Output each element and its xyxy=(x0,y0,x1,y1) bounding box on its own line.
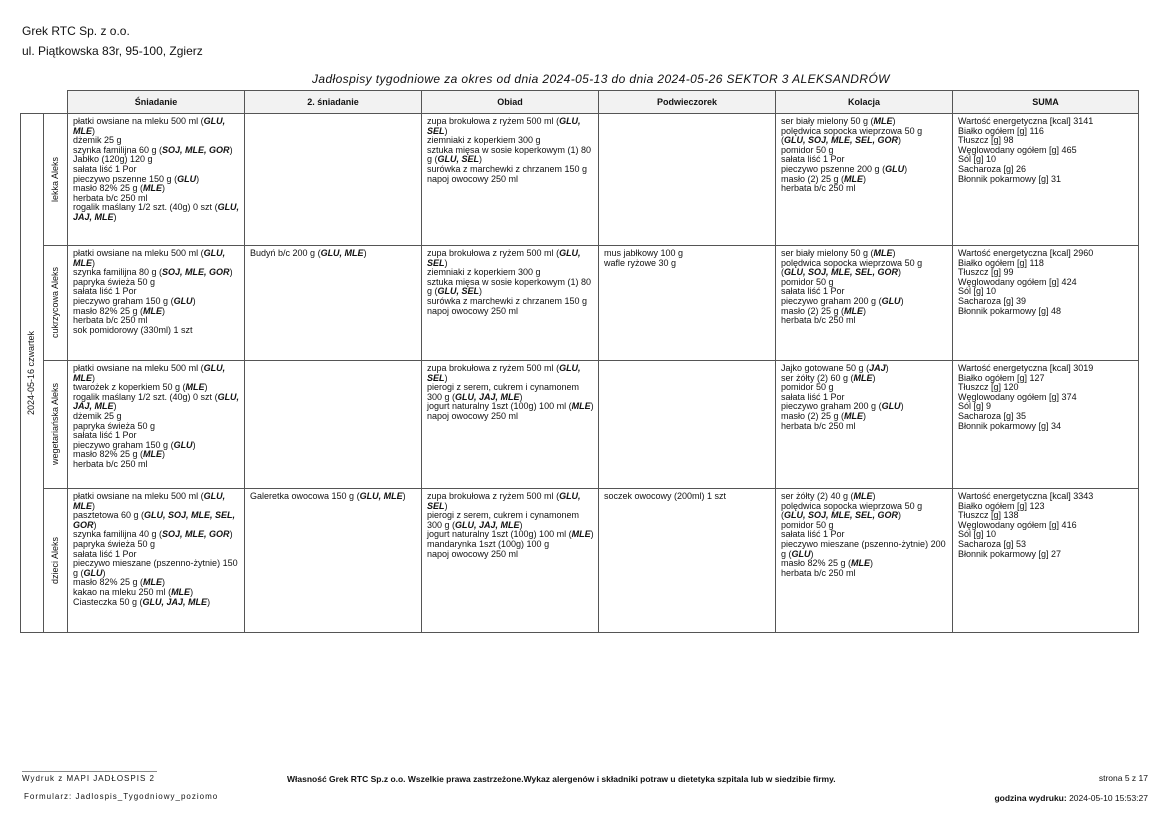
menu-item: pomidor 50 g xyxy=(781,144,834,155)
menu-item: soczek owocowy (200ml) 1 szt xyxy=(604,491,727,501)
menu-item: Jabłko (120g) 120 g xyxy=(73,154,153,165)
nutrition-value: Białko ogółem [g] 123 xyxy=(958,500,1045,511)
menu-item: pieczywo pszenne 150 g (GLU) xyxy=(73,173,200,184)
lunch-cell xyxy=(422,114,599,246)
menu-item: herbata b/c 250 ml xyxy=(781,567,856,578)
menu-item: sałata liść 1 Por xyxy=(781,154,845,165)
menu-item: Ciasteczka 50 g (GLU, JAJ, MLE) xyxy=(73,596,211,607)
menu-item: Jajko gotowane 50 g (JAJ) xyxy=(781,363,889,373)
nutrition-value: Tłuszcz [g] 98 xyxy=(958,135,1014,146)
dinner-cell xyxy=(776,489,953,633)
snack-cell xyxy=(599,361,776,489)
summary-cell xyxy=(953,246,1139,361)
nutrition-value: Wartość energetyczna [kcal] 3019 xyxy=(958,363,1094,373)
menu-item: pieczywo mieszane (pszenno-żytnie) 200 g (GLU) xyxy=(781,538,946,559)
menu-item: pieczywo mieszane (pszenno-żytnie) 150 g (GLU) xyxy=(73,558,238,578)
dinner-cell xyxy=(776,246,953,361)
footer-copyright: Własność Grek RTC Sp.z o.o. Wszelkie prawa zastrzeżone.Wykaz alergenów i składniki potraw u dietetyka szpitala lub w siedzibie firmy. xyxy=(287,774,836,784)
menu-item: pomidor 50 g xyxy=(781,276,834,287)
menu-item: jogurt naturalny 1szt (100g) 100 ml (MLE) xyxy=(427,529,594,540)
menu-item: papryka świeża 50 g xyxy=(73,420,156,431)
menu-item: zupa brokułowa z ryżem 500 ml (GLU, SEL) xyxy=(427,363,581,383)
menu-item: Galeretka owocowa 150 g (GLU, MLE) xyxy=(250,491,406,501)
company-name: Grek RTC Sp. z o.o. xyxy=(22,24,130,38)
menu-item: masło 82% 25 g (MLE) xyxy=(73,577,166,588)
nutrition-value: Błonnik pokarmowy [g] 31 xyxy=(958,173,1062,184)
nutrition-value: Sacharoza [g] 35 xyxy=(958,410,1027,421)
menu-item: mandarynka 1szt (100g) 100 g xyxy=(427,538,550,549)
nutrition-value: Sól [g] 10 xyxy=(958,529,997,540)
column-header: Kolacja xyxy=(776,91,953,114)
menu-item: sałata liść 1 Por xyxy=(781,529,845,540)
menu-item: sałata liść 1 Por xyxy=(73,430,137,441)
menu-item: herbata b/c 250 ml xyxy=(73,192,148,203)
menu-item: pomidor 50 g xyxy=(781,382,834,393)
nutrition-value: Węglowodany ogółem [g] 416 xyxy=(958,519,1077,530)
menu-item: pieczywo pszenne 200 g (GLU) xyxy=(781,163,908,174)
footer-printout: Wydruk z MAPI JADŁOSPIS 2 xyxy=(22,774,155,783)
lunch-cell xyxy=(422,489,599,633)
menu-item: pomidor 50 g xyxy=(781,519,834,530)
diet-name-cell xyxy=(44,246,68,361)
menu-item: szynka familijna 80 g (SOJ, MLE, GOR) xyxy=(73,267,233,278)
date-cell xyxy=(21,114,44,633)
menu-item: polędwica sopocka wieprzowa 50 g (GLU, SOJ, MLE, SEL, GOR) xyxy=(781,125,923,146)
diet-name: cukrzycowa Aleks xyxy=(49,267,60,339)
menu-item: pieczywo graham 150 g (GLU) xyxy=(73,295,196,306)
second-breakfast-cell xyxy=(245,246,422,361)
nutrition-value: Sól [g] 10 xyxy=(958,154,997,165)
menu-item: masło 82% 25 g (MLE) xyxy=(73,449,166,460)
print-time xyxy=(994,793,1148,803)
menu-item: mus jabłkowy 100 g xyxy=(604,248,684,258)
menu-item: pieczywo graham 200 g (GLU) xyxy=(781,295,904,306)
menu-item: płatki owsiane na mleku 500 ml (GLU, MLE) xyxy=(73,363,226,383)
nutrition-value: Białko ogółem [g] 118 xyxy=(958,257,1044,268)
menu-item: pieczywo graham 200 g (GLU) xyxy=(781,401,904,412)
menu-item: pierogi z serem, cukrem i cynamonem 300 g (GLU, JAJ, MLE) xyxy=(427,382,580,402)
nutrition-value: Tłuszcz [g] 120 xyxy=(958,382,1019,393)
menu-item: herbata b/c 250 ml xyxy=(781,315,856,326)
breakfast-cell xyxy=(68,361,245,489)
menu-item: twarożek z koperkiem 50 g (MLE) xyxy=(73,382,208,393)
summary-cell xyxy=(953,114,1139,246)
menu-item: ziemniaki z koperkiem 300 g xyxy=(427,267,541,278)
nutrition-value: Sacharoza [g] 26 xyxy=(958,163,1027,174)
column-header: 2. śniadanie xyxy=(245,91,422,114)
nutrition-value: Sól [g] 9 xyxy=(958,401,992,412)
dinner-cell xyxy=(776,114,953,246)
menu-item: polędwica sopocka wieprzowa 50 g (GLU, SOJ, MLE, SEL, GOR) xyxy=(781,500,923,521)
menu-item: kakao na mleku 250 ml (MLE) xyxy=(73,586,194,597)
diet-row xyxy=(21,489,1139,633)
diet-name: wegetariańska Aleks xyxy=(49,383,60,466)
menu-item: papryka świeża 50 g xyxy=(73,538,156,549)
menu-item: sztuka mięsa w sosie koperkowym (1) 80 g (GLU, SEL) xyxy=(427,144,592,165)
menu-item: sałata liść 1 Por xyxy=(781,286,845,297)
menu-item: masło (2) 25 g (MLE) xyxy=(781,173,867,184)
menu-item: napoj owocowy 250 ml xyxy=(427,548,519,559)
menu-item: masło 82% 25 g (MLE) xyxy=(73,305,166,316)
menu-item: polędwica sopocka wieprzowa 50 g (GLU, SOJ, MLE, SEL, GOR) xyxy=(781,257,923,278)
breakfast-cell xyxy=(68,489,245,633)
menu-item: sałata liść 1 Por xyxy=(73,548,137,559)
menu-item: sok pomidorowy (330ml) 1 szt xyxy=(73,324,193,335)
diet-name: dzieci Aleks xyxy=(49,536,60,585)
column-header: Obiad xyxy=(422,91,599,114)
menu-item: napoj owocowy 250 ml xyxy=(427,410,519,421)
menu-item: pierogi z serem, cukrem i cynamonem 300 g (GLU, JAJ, MLE) xyxy=(427,510,580,530)
menu-item: płatki owsiane na mleku 500 ml (GLU, MLE) xyxy=(73,248,226,268)
menu-item: sałata liść 1 Por xyxy=(781,391,845,402)
lunch-cell xyxy=(422,246,599,361)
footer-form: Formularz: Jadlospis_Tygodniowy_poziomo xyxy=(24,792,219,801)
diet-row xyxy=(21,361,1139,489)
nutrition-value: Wartość energetyczna [kcal] 3141 xyxy=(958,116,1094,126)
menu-item: ser żółty (2) 60 g (MLE) xyxy=(781,372,876,383)
second-breakfast-cell xyxy=(245,361,422,489)
menu-item: wafle ryżowe 30 g xyxy=(604,257,677,268)
page-number: strona 5 z 17 xyxy=(1098,773,1148,783)
menu-item: papryka świeża 50 g xyxy=(73,276,156,287)
nutrition-value: Wartość energetyczna [kcal] 2960 xyxy=(958,248,1094,258)
nutrition-value: Wartość energetyczna [kcal] 3343 xyxy=(958,491,1094,501)
column-header: Śniadanie xyxy=(68,91,245,114)
menu-table xyxy=(20,90,1139,633)
menu-item: masło (2) 25 g (MLE) xyxy=(781,305,867,316)
menu-item: zupa brokułowa z ryżem 500 ml (GLU, SEL) xyxy=(427,116,581,136)
second-breakfast-cell xyxy=(245,489,422,633)
menu-item: pasztetowa 60 g (GLU, SOJ, MLE, SEL, GOR) xyxy=(73,510,236,530)
snack-cell xyxy=(599,489,776,633)
breakfast-cell xyxy=(68,114,245,246)
nutrition-value: Węglowodany ogółem [g] 465 xyxy=(958,144,1077,155)
breakfast-cell xyxy=(68,246,245,361)
nutrition-value: Sacharoza [g] 39 xyxy=(958,295,1027,306)
menu-item: rogalik maślany 1/2 szt. (40g) 0 szt (GLU, JAJ, MLE) xyxy=(73,391,240,412)
menu-item: płatki owsiane na mleku 500 ml (GLU, MLE) xyxy=(73,491,226,511)
menu-item: dżemik 25 g xyxy=(73,410,122,421)
nutrition-value: Błonnik pokarmowy [g] 34 xyxy=(958,420,1062,431)
nutrition-value: Błonnik pokarmowy [g] 27 xyxy=(958,548,1062,559)
nutrition-value: Węglowodany ogółem [g] 374 xyxy=(958,391,1077,402)
menu-item: ser biały mielony 50 g (MLE) xyxy=(781,248,896,258)
diet-row xyxy=(21,114,1139,246)
column-header: Podwieczorek xyxy=(599,91,776,114)
header-blank-diet xyxy=(44,91,68,114)
menu-item: ser żółty (2) 40 g (MLE) xyxy=(781,491,876,501)
nutrition-value: Białko ogółem [g] 127 xyxy=(958,372,1045,383)
nutrition-value: Białko ogółem [g] 116 xyxy=(958,125,1044,136)
nutrition-value: Błonnik pokarmowy [g] 48 xyxy=(958,305,1062,316)
menu-item: szynka familijna 60 g (SOJ, MLE, GOR) xyxy=(73,144,233,155)
menu-body xyxy=(21,114,1139,633)
menu-item: napoj owocowy 250 ml xyxy=(427,305,519,316)
diet-row xyxy=(21,246,1139,361)
menu-item: zupa brokułowa z ryżem 500 ml (GLU, SEL) xyxy=(427,248,581,268)
menu-item: sztuka mięsa w sosie koperkowym (1) 80 g (GLU, SEL) xyxy=(427,276,592,297)
menu-item: masło 82% 25 g (MLE) xyxy=(781,558,874,569)
menu-item: herbata b/c 250 ml xyxy=(73,315,148,326)
menu-item: herbata b/c 250 ml xyxy=(781,420,856,431)
snack-cell xyxy=(599,114,776,246)
nutrition-value: Tłuszcz [g] 138 xyxy=(958,510,1019,521)
menu-item: surówka z marchewki z chrzanem 150 g xyxy=(427,295,588,306)
summary-cell xyxy=(953,489,1139,633)
nutrition-value: Węglowodany ogółem [g] 424 xyxy=(958,276,1077,287)
report-title: Jadłospisy tygodniowe za okres od dnia 2024-05-13 do dnia 2024-05-26 SEKTOR 3 ALEKSANDRÓW xyxy=(312,72,890,86)
snack-cell xyxy=(599,246,776,361)
print-time-value: 2024-05-10 15:53:27 xyxy=(1069,793,1148,803)
menu-item: szynka familijna 40 g (SOJ, MLE, GOR) xyxy=(73,529,233,540)
diet-name-cell xyxy=(44,489,68,633)
menu-item: napoj owocowy 250 ml xyxy=(427,173,519,184)
menu-item: płatki owsiane na mleku 500 ml (GLU, MLE) xyxy=(73,116,226,136)
nutrition-value: Sacharoza [g] 53 xyxy=(958,538,1027,549)
diet-name-cell xyxy=(44,361,68,489)
menu-item: ser biały mielony 50 g (MLE) xyxy=(781,116,896,126)
date-label: 2024-05-16 czwartek xyxy=(26,330,37,416)
second-breakfast-cell xyxy=(245,114,422,246)
header-blank-date xyxy=(21,91,44,114)
diet-name-cell xyxy=(44,114,68,246)
menu-item: dżemik 25 g xyxy=(73,135,122,146)
menu-item: sałata liść 1 Por xyxy=(73,286,137,297)
menu-item: masło 82% 25 g (MLE) xyxy=(73,183,166,194)
dinner-cell xyxy=(776,361,953,489)
nutrition-value: Sól [g] 10 xyxy=(958,286,997,297)
lunch-cell xyxy=(422,361,599,489)
menu-item: sałata liść 1 Por xyxy=(73,163,137,174)
header-row xyxy=(21,91,1139,114)
menu-item: Budyń b/c 200 g (GLU, MLE) xyxy=(250,248,367,258)
menu-item: jogurt naturalny 1szt (100g) 100 ml (MLE) xyxy=(427,401,594,412)
company-address: ul. Piątkowska 83r, 95-100, Zgierz xyxy=(22,44,203,58)
nutrition-value: Tłuszcz [g] 99 xyxy=(958,267,1014,278)
menu-item: masło (2) 25 g (MLE) xyxy=(781,410,867,421)
menu-item: rogalik maślany 1/2 szt. (40g) 0 szt (GLU, JAJ, MLE) xyxy=(73,202,240,222)
summary-cell xyxy=(953,361,1139,489)
menu-item: surówka z marchewki z chrzanem 150 g xyxy=(427,163,588,174)
print-time-label: godzina wydruku: xyxy=(994,793,1067,803)
menu-item: zupa brokułowa z ryżem 500 ml (GLU, SEL) xyxy=(427,491,581,511)
menu-item: ziemniaki z koperkiem 300 g xyxy=(427,135,541,146)
diet-name: lekka Aleks xyxy=(49,156,60,203)
menu-item: pieczywo graham 150 g (GLU) xyxy=(73,439,196,450)
menu-item: herbata b/c 250 ml xyxy=(73,458,148,469)
column-header: SUMA xyxy=(953,91,1139,114)
footer-divider xyxy=(22,771,157,772)
menu-item: herbata b/c 250 ml xyxy=(781,183,856,194)
